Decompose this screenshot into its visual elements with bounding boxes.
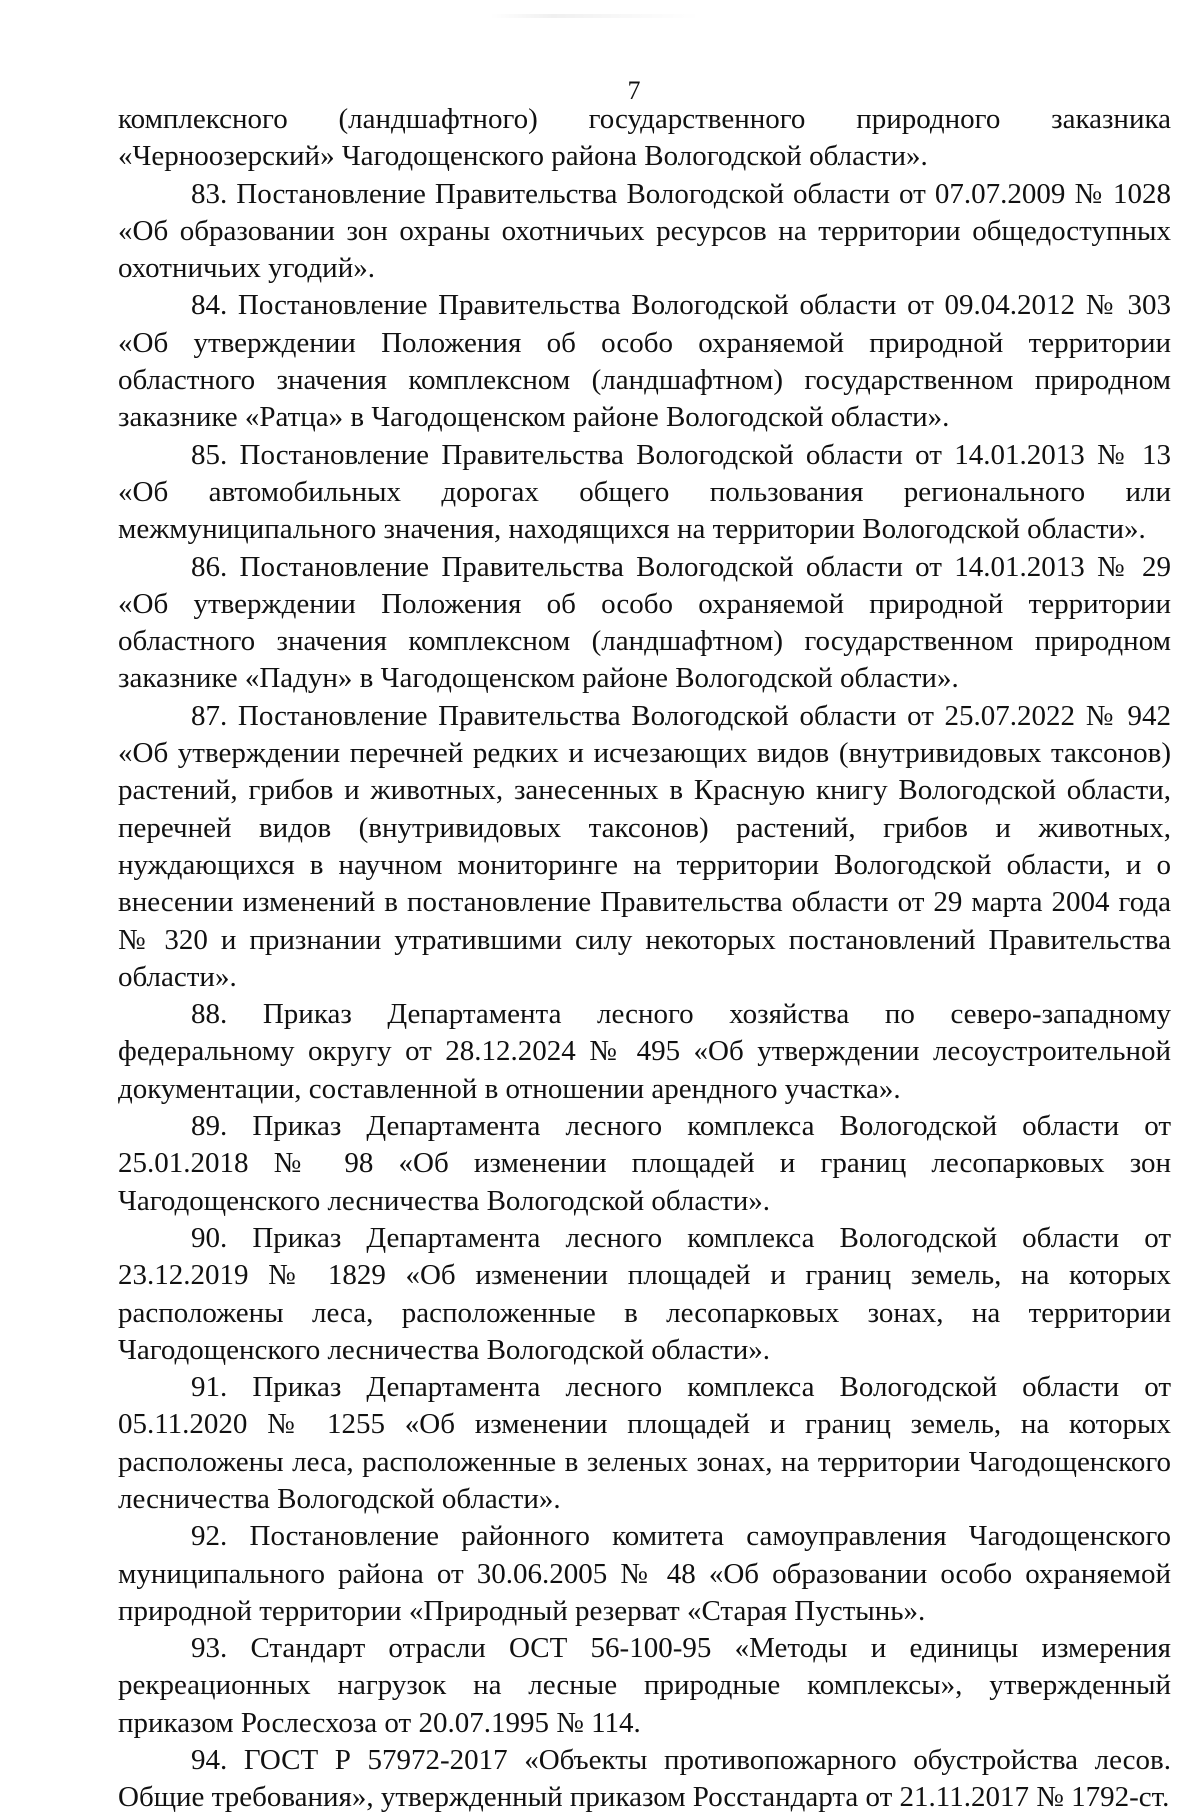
list-item-91: 91. Приказ Департамента лесного комплекса Вологодской области от 05.11.2020 № 1255 «Об изменении площадей и границ земель, на которых расположены леса, расположенные в зеленых зонах, на территории Чагодощенского лесничества Вологодской области». — [118, 1371, 1171, 1515]
list-item-93: 93. Стандарт отрасли ОСТ 56-100-95 «Методы и единицы измерения рекреационных нагрузок на лесные природные комплексы», утвержденный приказом Рослесхоза от 20.07.1995 № 114. — [118, 1632, 1171, 1739]
list-item-94: 94. ГОСТ Р 57972-2017 «Объекты противопожарного обустройства лесов. Общие требования», утвержденный приказом Росстандарта от 21.11.2017 № 1792-ст. — [118, 1744, 1171, 1814]
list-item-83: 83. Постановление Правительства Вологодской области от 07.07.2009 № 1028 «Об образовании зон охраны охотничьих ресурсов на территории общедоступных охотничьих угодий». — [118, 177, 1171, 285]
scan-artifact — [490, 14, 700, 18]
list-item-90: 90. Приказ Департамента лесного комплекса Вологодской области от 23.12.2019 № 1829 «Об изменении площадей и границ земель, на которых расположены леса, расположенные в лесопарковых зонах, на территории Чагодощенского лесничества Вологодской области». — [118, 1221, 1171, 1366]
list-item-87: 87. Постановление Правительства Вологодской области от 25.07.2022 № 942 «Об утверждении перечней редких и исчезающих видов (внутривидовых таксонов) растений, грибов и животных, занесенных в Красную книгу Вологодской области, перечней видов (внутривидовых таксонов) растений, грибов и животных, нуждающихся в научном мониторинге на территории Вологодской области, и о внесении изменений в постановление Правительства области от 29 марта 2004 года № 320 и признании утратившими силу некоторых постановлений Правительства области». — [118, 699, 1171, 993]
paragraph-continuation: комплексного (ландшафтного) государственного природного заказника «Черноозерский» Чагодощенского района Вологодской области». — [118, 103, 1171, 173]
list-item-84: 84. Постановление Правительства Вологодской области от 09.04.2012 № 303 «Об утверждении Положения об особо охраняемой природной территории областного значения комплексном (ландшафтном) государственном природном заказнике «Ратца» в Чагодощенском районе Вологодской области». — [118, 289, 1171, 434]
page-number: 7 — [627, 76, 641, 105]
list-item-85: 85. Постановление Правительства Вологодской области от 14.01.2013 № 13 «Об автомобильных дорогах общего пользования регионального или межмуниципального значения, находящихся на территории Вологодской области». — [118, 438, 1171, 546]
list-item-86: 86. Постановление Правительства Вологодской области от 14.01.2013 № 29 «Об утверждении Положения об особо охраняемой природной территории областного значения комплексном (ландшафтном) государственном природном заказнике «Падун» в Чагодощенском районе Вологодской области». — [118, 550, 1171, 695]
list-item-88: 88. Приказ Департамента лесного хозяйства по северо-западному федеральному округу от 28.12.2024 № 495 «Об утверждении лесоустроительной документации, составленной в отношении арендного участка». — [118, 998, 1171, 1105]
list-item-89: 89. Приказ Департамента лесного комплекса Вологодской области от 25.01.2018 № 98 «Об изменении площадей и границ лесопарковых зон Чагодощенского лесничества Вологодской области». — [118, 1110, 1171, 1217]
document-body — [118, 101, 1171, 1817]
list-item-92: 92. Постановление районного комитета самоуправления Чагодощенского муниципального района от 30.06.2005 № 48 «Об образовании особо охраняемой природной территории «Природный резерват «Старая Пустынь». — [118, 1520, 1171, 1627]
